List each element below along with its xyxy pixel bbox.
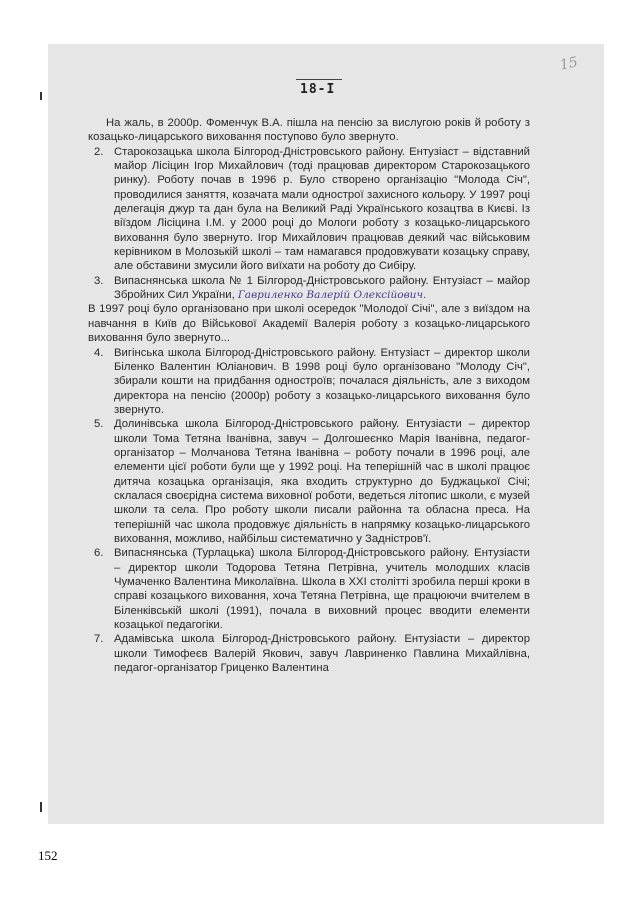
item-text: Вигінська школа Білгород-Дністровського району. Ентузіаст – директор школи Біленко Валентин Юліанович. В 1998 році було організовано "Молоду Січ", збирали кошти на придбання одностроїв; почалася діяльність, але з виходом директора на пенсію (2000р) роботу з козацько-лицарського виховання було звернуто. <box>114 346 530 416</box>
list-item <box>88 145 530 274</box>
list-item <box>88 346 530 418</box>
handwritten-name: Гавриленко Валерій Олексійович. <box>237 289 427 302</box>
item-text: Випаснянська школа № 1 Білгород-Дністровського району. Ентузіаст – майор Збройних Сил України, <box>114 274 530 302</box>
item-number: 7. <box>94 633 104 646</box>
item-text: Випаснянська (Турлацька) школа Білгород-Дністровського району. Ентузіасти – директор школи Тодорова Тетяна Петрівна, учитель молодших класів Чумаченко Валентина Миколаївна. Школа в XXI столітті зробила перші кроки в справі козацького виховання, хоча Тетяна Петрівна, ще працюючи вчителем в Біленківській школі (1991), почала в виховний процес вводити елементи козацької педагогіки. <box>114 547 530 632</box>
item-text: Долинівська школа Білгород-Дністровського району. Ентузіасти – директор школи Тома Тетяна Іванівна, завуч – Долгошеєнко Марія Іванівна, педагог-організатор – Молчанова Тетяна Іванівна – роботу почали в 1996 році, але елементи цієї роботи були ще у 1992 році. На теперішній час в школі працює дитяча козацька організація, яка входить структурно до Буджацької Січі; склалася своєрідна система виховної роботи, ведеться літопис школи, є музей школи та села. Про роботу школи писали районна та обласна преса. На теперішній час школа продовжує діяльність в напрямку козацько-лицарського виховання, можливо, найбільш систематично у Задністров'ї. <box>114 418 530 545</box>
item-number: 3. <box>94 274 104 287</box>
item3-continuation: В 1997 році було організовано при школі осередок "Молодої Січі", але з виїздом на навчання в Київ до Військової Академії Валерія роботу з козацько-лицарського виховання було звернуто... <box>88 303 530 345</box>
item-number: 4. <box>94 346 104 359</box>
list-item <box>88 546 530 632</box>
list-item <box>88 632 530 675</box>
page-mark-underline <box>296 79 342 80</box>
item-text-wrapper <box>114 274 530 303</box>
list-item <box>88 417 530 546</box>
item-text: Адамівська школа Білгород-Дністровського району. Ентузіасти – директор школи Тимофеєв Валерій Якович, завуч Лавриненко Павлина Михайлівна, педагог-організатор Гриценко Валентина <box>114 633 530 675</box>
item-number: 6. <box>94 547 104 560</box>
document-body <box>88 116 530 675</box>
intro-paragraph: На жаль, в 2000р. Фоменчук В.А. пішла на пенсію за вислугою років й роботу з козацько-лицарського виховання поступово було звернуто. <box>88 117 530 144</box>
item-number: 5. <box>94 418 104 431</box>
list-item <box>88 274 530 303</box>
item-text: Старокозацька школа Білгород-Дністровського району. Ентузіаст – відставний майор Лісіцин Ігор Михайлович (тоді працював директором Старокозацького ринку). Роботу почав в 1996 р. Було створено організацію "Молода Січ", проводилися заняття, козачата мали однострої захисного кольору. У 1997 році делегація джур та дан була на Великий Раді Українського козацтва в Києві. Із віїздом Лісіцина І.М. у 2000 році до Мологи роботу з козацько-лицарського виховання було звернуто. Ігор Михайлович працював деякий час військовим керівником в Молозькій школі – там намагався продовжувати козацьку справу, але обставини змусили його виїхати на роботу до Сибіру. <box>114 145 530 273</box>
scan-mark-bottom <box>40 802 42 812</box>
scan-mark-top <box>40 92 42 100</box>
page-number: 152 <box>38 848 58 863</box>
page-mark: 18-I <box>300 82 336 97</box>
item-number: 2. <box>94 145 104 158</box>
corner-number: 15 <box>558 54 580 74</box>
